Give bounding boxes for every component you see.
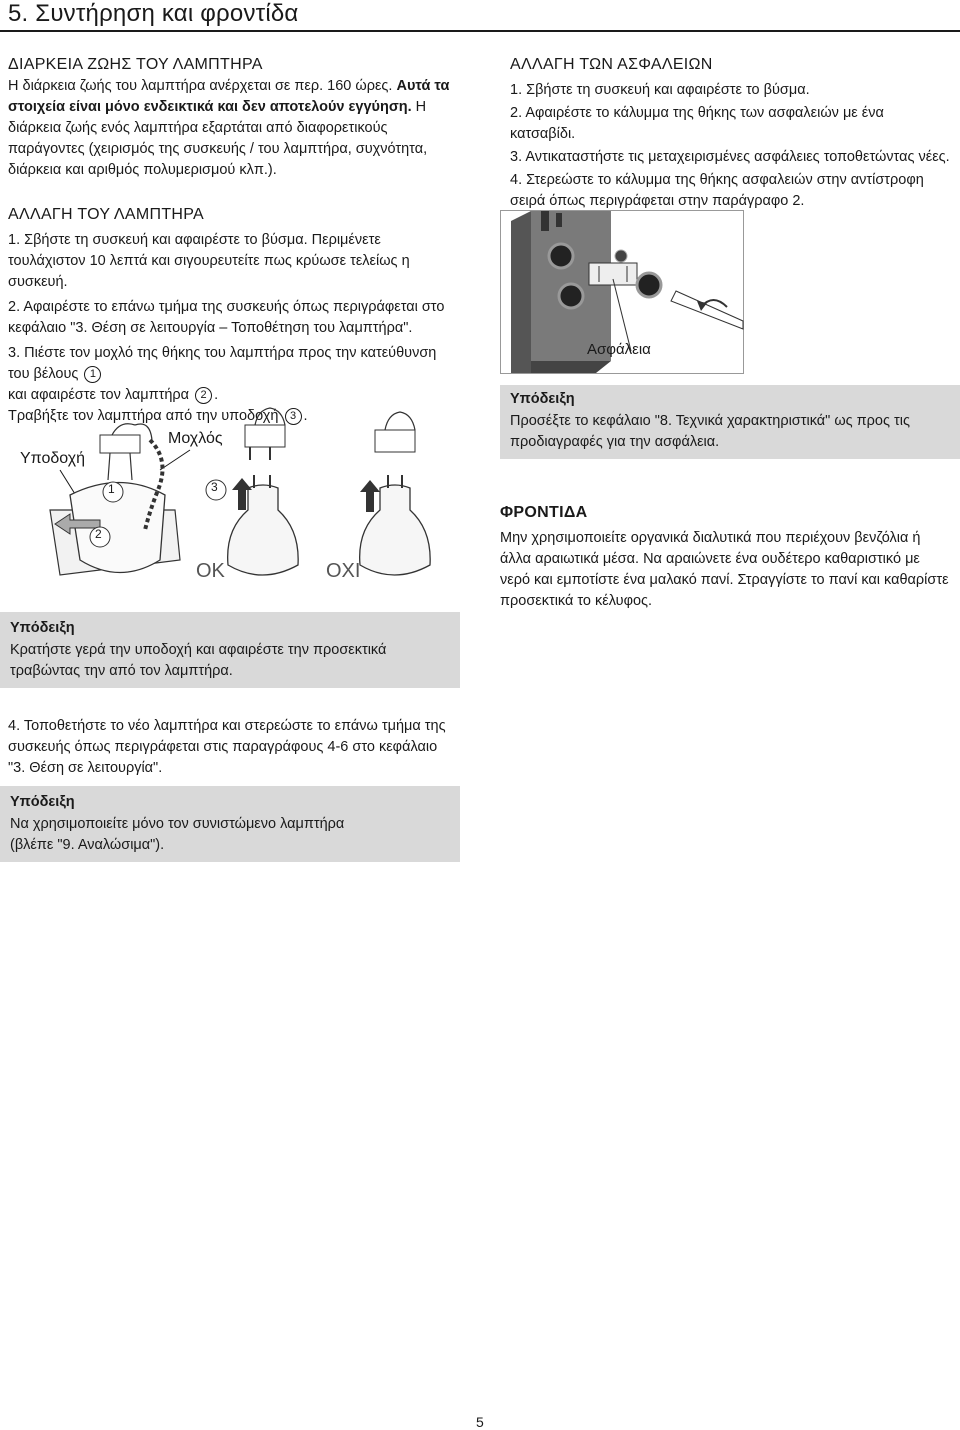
lamp-life-bold-note: Αυτά τα στοιχεία είναι μόνο ενδεικτικά και δεν αποτελούν εγγύηση. [8, 78, 450, 115]
note-fuse-text: Προσέξτε το κεφάλαιο "8. Τεχνικά χαρακτηριστικά" ως προς τις προδιαγραφές για την ασφάλεια. [510, 413, 910, 450]
fuse-figure [500, 210, 744, 374]
circled-number: 2 [195, 387, 212, 404]
circled-number: 3 [285, 408, 302, 425]
note-recommended-heading: Υπόδειξη [10, 794, 75, 810]
lamp-step-2: 2. Αφαιρέστε το επάνω τμήμα της συσκευής όπως περιγράφεται στο κεφάλαιο "3. Θέση σε λειτουργία – Τοποθέτηση του λαμπτήρα". [8, 299, 445, 336]
lamp-step-1: 1. Σβήστε τη συσκευή και αφαιρέστε το βύσμα. Περιμένετε τουλάχιστον 10 λεπτά και σιγουρευτείτε πως κρύωσε τελείως η συσκευή. [8, 232, 410, 290]
lamp-change-steps [8, 230, 453, 427]
lever-label: Μοχλός [168, 430, 223, 447]
care-text: Μην χρησιμοποιείτε οργανικά διαλυτικά που περιέχουν βενζόλια ή άλλα αραιωτικά μέσα. Να αραιώνετε ένα ουδέτερο καθαριστικό με νερό και εμποτίστε ένα μαλακό πανί. Στραγγίστε το πανί και καθαρίστε προσεκτικά το κέλυφος. [500, 530, 949, 609]
note-recommended-text: Να χρησιμοποιείτε μόνο τον συνιστώμενο λαμπτήρα (βλέπε "9. Αναλώσιμα"). [10, 816, 345, 853]
lamp-pull-wrong-drawing [360, 412, 431, 575]
fig-num-2: 2 [95, 527, 102, 541]
lamp-life-rest: Η διάρκεια ζωής ενός λαμπτήρα εξαρτάται από διαφορετικούς παράγοντες (χειρισμός της συσκευής / του λαμπτήρα, συχνότητα, διάρκεια και αριθμός πολυμερισμού κλπ.). [8, 99, 428, 178]
note-lamp-box [0, 612, 460, 688]
fig-num-3: 3 [211, 480, 218, 494]
lamp-change-heading: ΑΛΛΑΓΗ ΤΟΥ ΛΑΜΠΤΗΡΑ [8, 206, 205, 223]
care-heading: ΦΡΟΝΤΙΔΑ [500, 504, 588, 521]
note-recommended-box [0, 786, 460, 862]
note-fuse-heading: Υπόδειξη [510, 391, 575, 407]
note-lamp-heading: Υπόδειξη [10, 620, 75, 636]
lamp-life-text [8, 76, 453, 181]
fuse-step: 1. Σβήστε τη συσκευή και αφαιρέστε το βύσμα. [510, 82, 810, 98]
lamp-life-intro: Η διάρκεια ζωής του λαμπτήρα ανέρχεται σε περ. 160 ώρες. [8, 78, 393, 94]
lamp-step-4: 4. Τοποθετήστε το νέο λαμπτήρα και στερεώστε το επάνω τμήμα της συσκευής όπως περιγράφεται στις παραγράφους 4-6 στο κεφάλαιο "3. Θέση σε λειτουργία". [8, 718, 446, 776]
socket-label: Υποδοχή [20, 450, 86, 467]
circled-number: 1 [84, 366, 101, 383]
lamp-step-3b: και αφαιρέστε τον λαμπτήρα [8, 387, 190, 403]
fuse-step: 3. Αντικαταστήστε τις μεταχειρισμένες ασφάλειες τοποθετώντας νέες. [510, 149, 950, 165]
fig-num-1: 1 [108, 482, 115, 496]
lamp-pull-ok-drawing [228, 408, 299, 575]
fuse-step: 4. Στερεώστε το κάλυμμα της θήκης ασφαλειών στην αντίστροφη σειρά όπως περιγράφεται στην παράγραφο 2. [510, 172, 924, 209]
fuse-steps [510, 80, 950, 214]
lamp-step-3a: 3. Πιέστε τον μοχλό της θήκης του λαμπτήρα προς την κατεύθυνση του βέλους [8, 345, 437, 382]
lamp-removal-figure [0, 400, 460, 610]
lamp-step-3: 3. Πιέστε τον μοχλό της θήκης του λαμπτήρα προς την κατεύθυνση του βέλους 1 και αφαιρέστε τον λαμπτήρα 2 . Τραβήξτε τον λαμπτήρα από την υποδοχή 3 . [8, 345, 437, 424]
lamp-illustration [0, 400, 460, 610]
fuse-step: 2. Αφαιρέστε το κάλυμμα της θήκης των ασφαλειών με ένα κατσαβίδι. [510, 105, 884, 142]
fuse-label: Ασφάλεια [587, 341, 651, 358]
title-divider [0, 30, 960, 32]
page-title: 5. Συντήρηση και φροντίδα [8, 0, 299, 27]
page-number: 5 [476, 1414, 484, 1430]
fuse-heading: ΑΛΛΑΓΗ ΤΩΝ ΑΣΦΑΛΕΙΩΝ [510, 56, 713, 73]
no-label: ΟΧΙ [326, 560, 361, 582]
note-lamp-text: Κρατήστε γερά την υποδοχή και αφαιρέστε την προσεκτικά τραβώντας την από τον λαμπτήρα. [10, 642, 387, 679]
ok-label: OK [196, 560, 225, 582]
lamp-life-heading: ΔΙΑΡΚΕΙΑ ΖΩΗΣ ΤΟΥ ΛΑΜΠΤΗΡΑ [8, 56, 263, 73]
note-fuse-box [500, 385, 960, 459]
lamp-step-3c: Τραβήξτε τον λαμπτήρα από την υποδοχή [8, 408, 279, 424]
